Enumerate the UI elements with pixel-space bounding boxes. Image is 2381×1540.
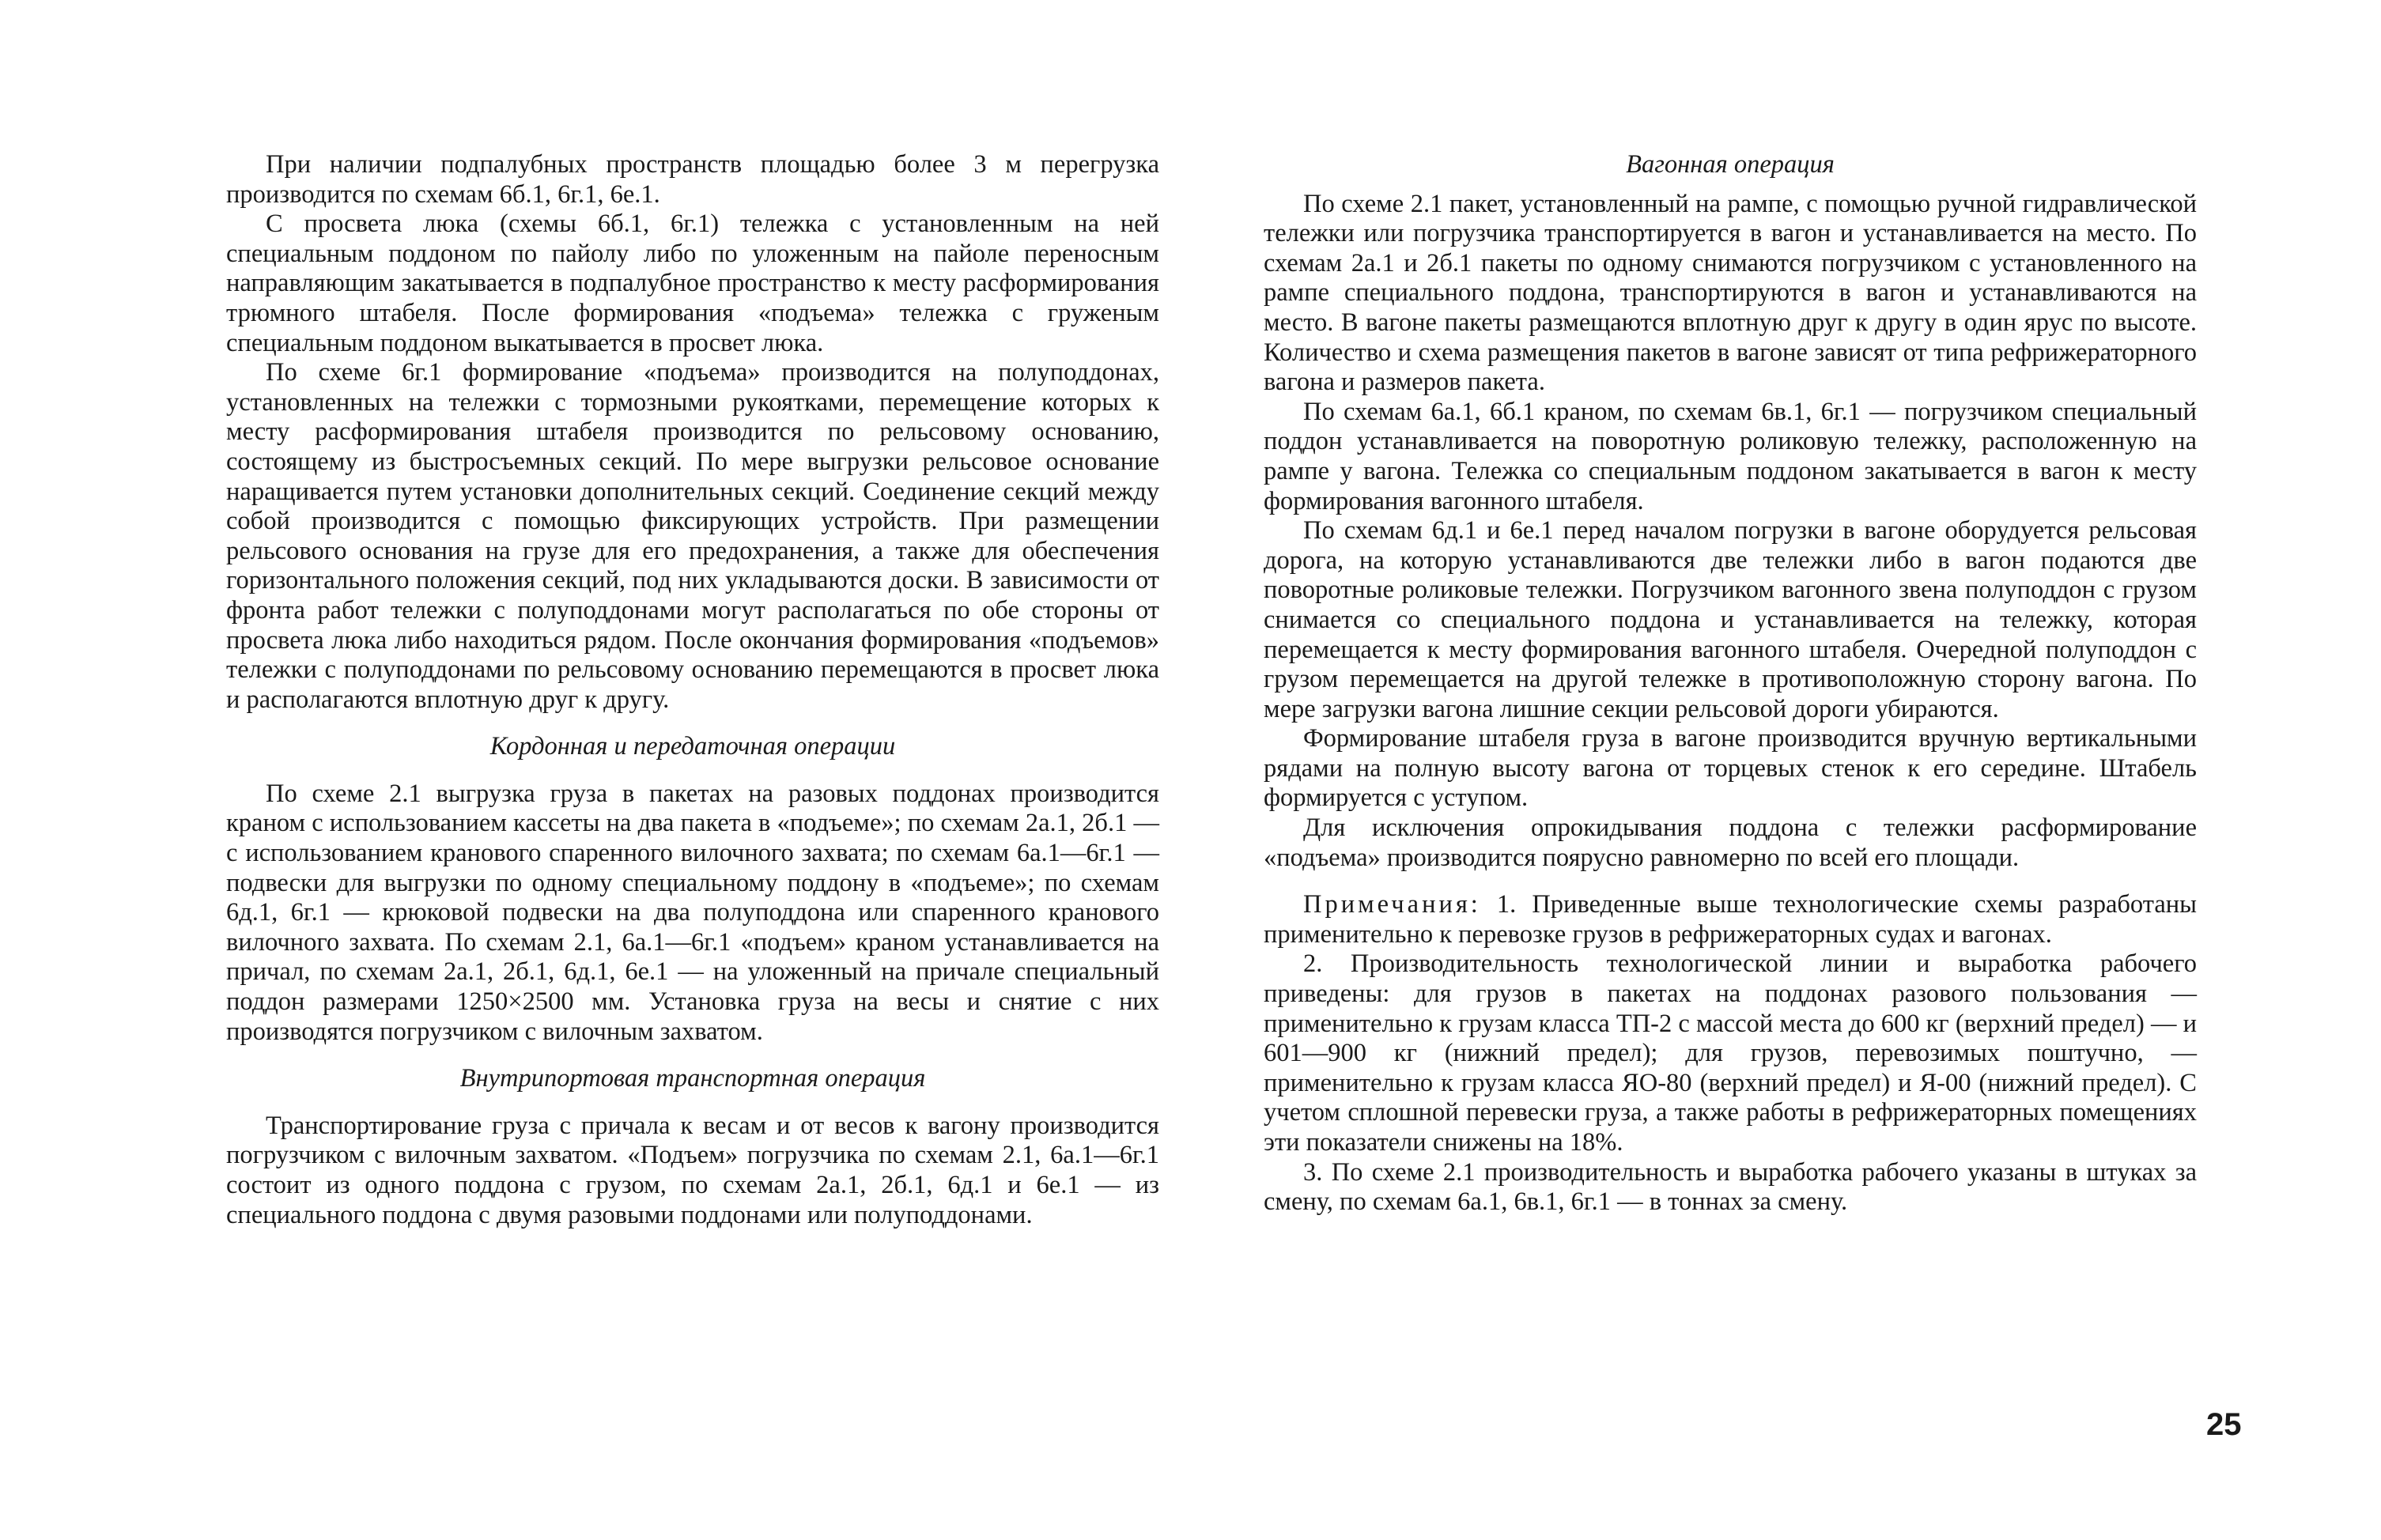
note-2: 2. Производительность технологической линии и выработка рабочего приведены: для грузов в пакетах на поддонах разового пользования — применительно к грузам класса ТП-2 с массой места до 600 кг (верхний предел) — и 601—900 кг (нижний предел); для грузов, перевозимых поштучно, — применительно к грузам класса ЯО-80 (верхний предел) и Я-00 (нижний предел). С учетом сплошной перевески груза, а также работы в рефрижераторных помещениях эти показатели снижены на 18%. (1264, 949, 2197, 1157)
paragraph: С просвета люка (схемы 6б.1, 6г.1) тележка с установленным на ней специальным поддоном по пайолу либо по уложенным на пайоле переносным направляющим закатывается в подпалубное пространство к месту расформирования трюмного штабеля. После формирования «подъема» тележка с груженым специальным поддоном выкатывается в просвет люка. (226, 209, 1159, 357)
paragraph: При наличии подпалубных пространств площадью более 3 м перегрузка производится по схемам 6б.1, 6г.1, 6е.1. (226, 150, 1159, 209)
paragraph: Для исключения опрокидывания поддона с тележки расформирование «подъема» производится поярусно равномерно по всей его площади. (1264, 813, 2197, 872)
note-1-text: 1. Приведенные выше технологические схемы разработаны применительно к перевозке грузов в рефрижераторных судах и вагонах. (1264, 890, 2198, 949)
paragraph: По схеме 2.1 выгрузка груза в пакетах на разовых поддонах производится краном с использованием кассеты на два пакета в «подъеме»; по схемам 2а.1, 2б.1 — с использованием кранового спаренного вилочного захвата; по схемам 6а.1—6г.1 — подвески для выгрузки по одному специальному поддону в «подъеме»; по схемам 6д.1, 6г.1 — крюковой подвески на два полуподдона или спаренного кранового вилочного захвата. По схемам 2.1, 6а.1—6г.1 «подъем» краном устанавливается на причал, по схемам 2а.1, 2б.1, 6д.1, 6е.1 — на уложенный на причале специальный поддон размерами 1250×2500 мм. Установка груза на весы и снятие с них производятся погрузчиком с вилочным захватом. (226, 779, 1159, 1046)
paragraph: По схемам 6а.1, 6б.1 краном, по схемам 6в.1, 6г.1 — погрузчиком специальный поддон устанавливается на поворотную роликовую тележку, расположенную на рампе у вагона. Тележка со специальным поддоном закатывается в вагон к месту формирования вагонного штабеля. (1264, 397, 2197, 515)
note-1 (1264, 890, 2197, 949)
section-heading-inport: Внутрипортовая транспортная операция (459, 1064, 926, 1093)
section-heading-wagon: Вагонная операция (1626, 150, 1835, 179)
section-heading-cordon: Кордонная и передаточная операции (489, 732, 896, 761)
paragraph: По схемам 6д.1 и 6е.1 перед началом погрузки в вагоне оборудуется рельсовая дорога, на которую устанавливаются две тележки либо в вагон подаются две поворотные роликовые тележки. Погрузчиком вагонного звена полуподдон с грузом снимается со специального поддона и устанавливается на тележку, которая перемещается к месту формирования вагонного штабеля. Очередной полуподдон с грузом перемещается на другой тележке в противоположную сторону вагона. По мере загрузки вагона лишние секции рельсовой дороги убираются. (1264, 516, 2197, 723)
right-column (1264, 150, 2197, 1217)
paragraph: Формирование штабеля груза в вагоне производится вручную вертикальными рядами на полную высоту вагона от торцевых стенок к его середине. Штабель формируется с уступом. (1264, 724, 2197, 813)
note-3: 3. По схеме 2.1 производительность и выработка рабочего указаны в штуках за смену, по схемам 6а.1, 6в.1, 6г.1 — в тоннах за смену. (1264, 1157, 2197, 1217)
paragraph: Транспортирование груза с причала к весам и от весов к вагону производится погрузчиком с вилочным захватом. «Подъем» погрузчика по схемам 2.1, 6а.1—6г.1 состоит из одного поддона с грузом, по схемам 2а.1, 2б.1, 6д.1 и 6е.1 — из специального поддона с двумя разовыми поддонами или полуподдонами. (226, 1111, 1159, 1229)
notes-label: Примечания: (1303, 890, 1481, 919)
paragraph: По схеме 6г.1 формирование «подъема» производится на полуподдонах, установленных на тележки с тормозными рукоятками, перемещение которых к месту расформирования штабеля производится по рельсовому основанию, состоящему из быстросъемных секций. По мере выгрузки рельсовое основание наращивается путем установки дополнительных секций. Соединение секций между собой производится с помощью фиксирующих устройств. При размещении рельсового основания на грузе для его предохранения, а также для обеспечения горизонтального положения секций, под них укладываются доски. В зависимости от фронта работ тележки с полуподдонами могут располагаться по обе стороны от просвета люка либо находиться рядом. После окончания формирования «подъемов» тележки с полуподдонами по рельсовому основанию перемещаются в просвет люка и располагаются вплотную друг к другу. (226, 358, 1159, 714)
left-column (226, 150, 1159, 1230)
page-number: 25 (2206, 1407, 2242, 1442)
paragraph: По схеме 2.1 пакет, установленный на рампе, с помощью ручной гидравлической тележки или погрузчика транспортируется в вагон и устанавливается на место. По схемам 2а.1 и 2б.1 пакеты по одному снимаются погрузчиком с установленного на рампе специального поддона, транспортируются в вагон и устанавливаются на место. В вагоне пакеты размещаются вплотную друг к другу в один ярус по высоте. Количество и схема размещения пакетов в вагоне зависят от типа рефрижераторного вагона и размеров пакета. (1264, 189, 2197, 397)
